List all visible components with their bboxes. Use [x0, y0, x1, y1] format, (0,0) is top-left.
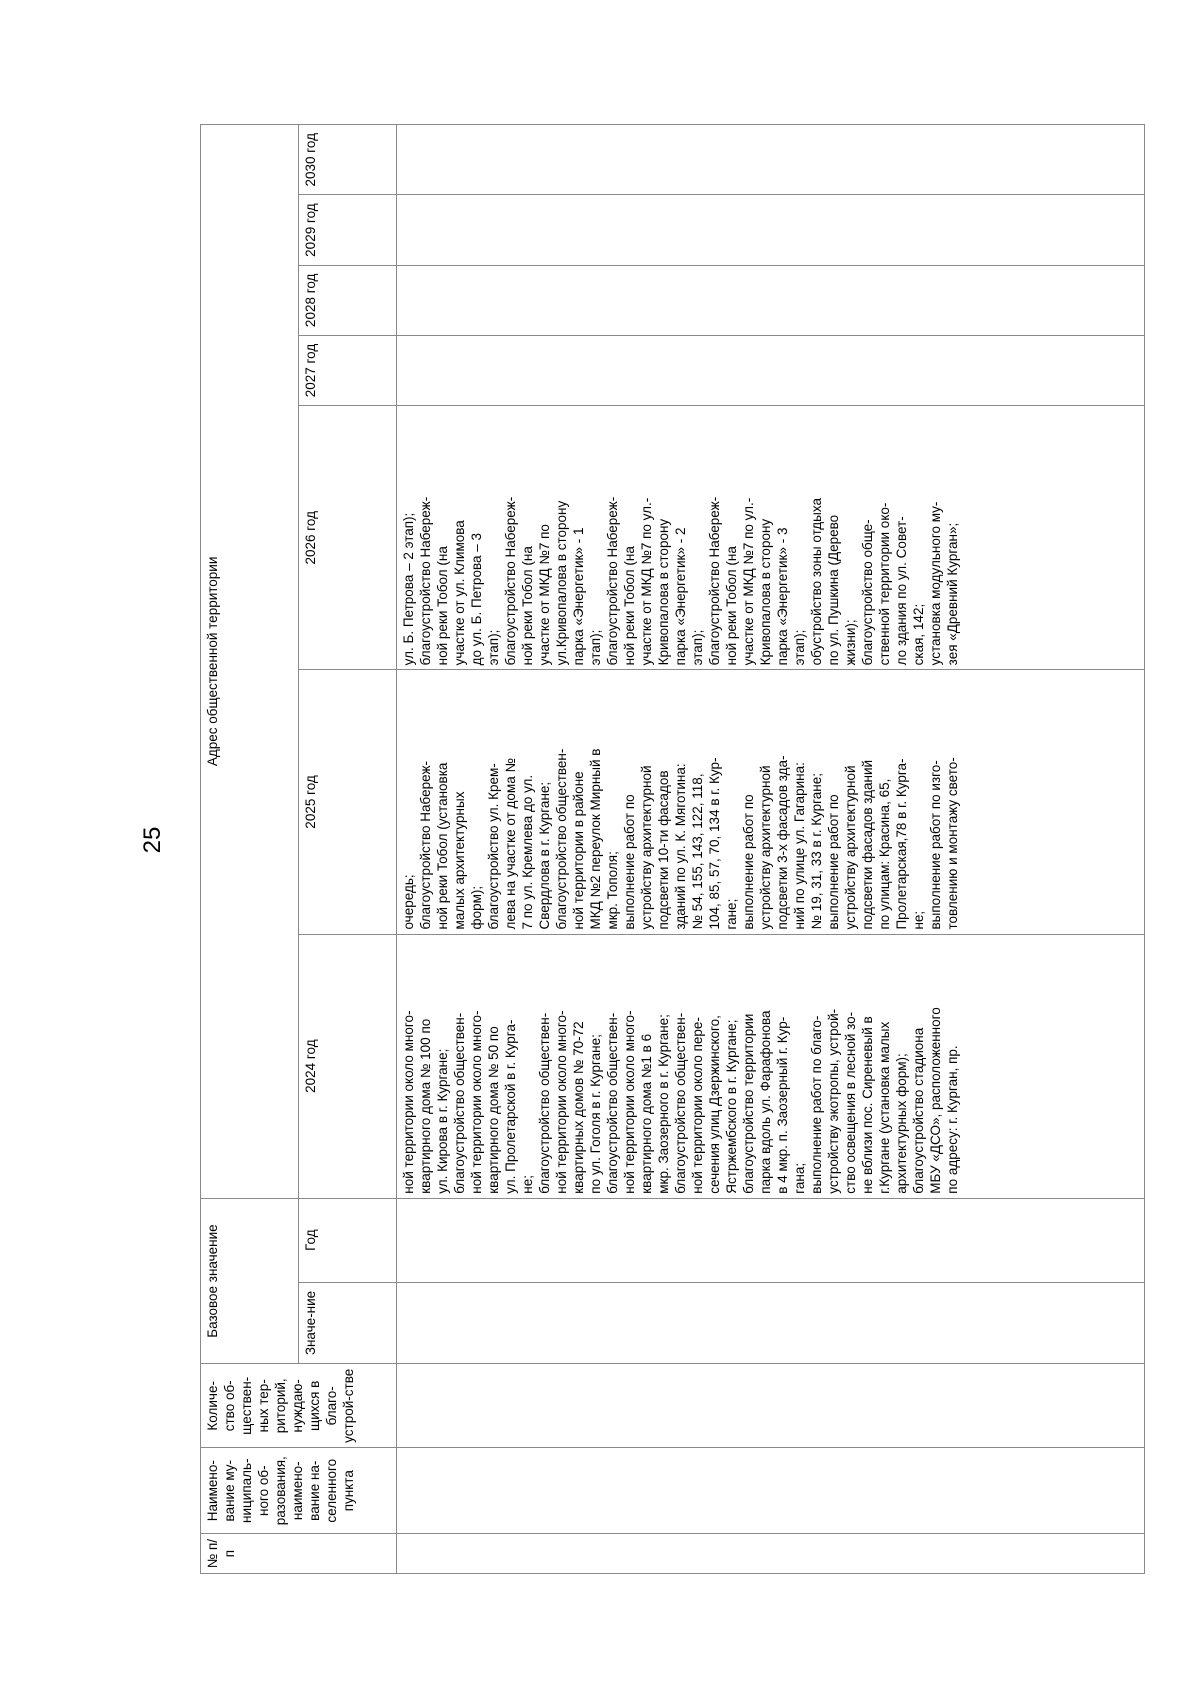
cell-territory-count	[397, 1364, 1145, 1448]
cell-text-line: выполнение работ по	[826, 794, 842, 930]
cell-text-line: выполнение работ по	[741, 794, 757, 930]
cell-text-line: ственной территории око-	[877, 502, 893, 666]
cell-text-line: этап);	[690, 629, 706, 666]
table-row	[397, 125, 1145, 1574]
cell-text-line: парка вдоль ул. Фарафонова	[758, 1010, 774, 1194]
cell-base-value	[397, 1282, 1145, 1364]
cell-text-line: ной территории около пере-	[690, 1017, 706, 1194]
header-year-2029: 2029 год	[299, 195, 397, 265]
cell-text-line: ская, 142;	[911, 603, 927, 666]
header-year-2026: 2026 год	[299, 406, 397, 670]
cell-text-line: благоустройство Набереж-	[503, 496, 519, 666]
cell-text-line: благоустройство Набереж-	[418, 496, 434, 666]
cell-text-line: парка «Энергетик» - 1	[571, 527, 587, 666]
cell-text-line: участке от МКД №7 по	[537, 524, 553, 666]
cell-text-line: ул. Б. Петрова – 2 этап);	[401, 512, 417, 666]
cell-text-line: зея «Древний Курган»;	[945, 522, 961, 666]
cell-text-line: выполнение работ по изго-	[928, 760, 944, 930]
cell-text-line: этап);	[588, 629, 604, 666]
cell-text-line: не вблизи пос. Сиреневый в	[860, 1016, 876, 1194]
cell-text-line: устройству архитектурной	[758, 765, 774, 930]
cell-2029	[397, 195, 1145, 265]
header-year-2025: 2025 год	[299, 670, 397, 934]
cell-text-line: ной территории в районе	[571, 771, 587, 930]
cell-text-line: лева на участке от дома №	[503, 758, 519, 930]
cell-text-line: квартирного дома № 50 по	[486, 1026, 502, 1194]
header-year-2024: 2024 год	[299, 934, 397, 1198]
cell-text-line: благоустройство территории	[741, 1013, 757, 1194]
cell-text-line: № 19, 31, 33 в г. Кургане;	[809, 772, 825, 930]
cell-text-line: этап);	[486, 629, 502, 666]
cell-text-line: благоустройство обществен-	[554, 748, 570, 930]
cell-2027	[397, 335, 1145, 405]
header-year-2027: 2027 год	[299, 335, 397, 405]
cell-text-line: зданий по ул. К. Мяготина:	[673, 763, 689, 930]
cell-text-line: сечения улиц Дзержинского,	[707, 1015, 723, 1194]
cell-text-line: выполнение работ по благо-	[809, 1015, 825, 1194]
cell-text-line: в 4 мкр. п. Заозерный г. Кур-	[775, 1016, 791, 1194]
cell-text-line: г.Кургане (установка малых	[877, 1021, 893, 1194]
cell-text-line: Свердлова в г. Кургане;	[537, 781, 553, 930]
cell-text-line: МБУ «ДСО», расположенного	[928, 1007, 944, 1194]
header-municipality-name: Наимено-вание му-ниципаль-ного об-разования, наимено-вание на-селенного пункта	[201, 1448, 397, 1534]
cell-text-line: ул. Пролетарской в г. Курга-	[503, 1019, 519, 1194]
cell-text-line: 7 по ул. Кремлева до ул.	[520, 774, 536, 930]
cell-text-line: Пролетарская,78 в г. Курга-	[894, 758, 910, 930]
cell-text-line: ной территории около много-	[469, 1010, 485, 1194]
cell-text-line: ной территории около много-	[622, 1010, 638, 1194]
cell-text-line: № 54, 155, 143, 122, 118,	[690, 773, 706, 930]
header-year-2028: 2028 год	[299, 265, 397, 335]
cell-text-line: устройству архитектурной	[843, 765, 859, 930]
cell-text-line: малых архитектурных	[452, 791, 468, 930]
cell-text-line: благоустройство Набереж-	[707, 496, 723, 666]
cell-text-line: этап);	[792, 629, 808, 666]
cell-2026-text	[397, 406, 1145, 670]
cell-text-line: Кривопалова в сторону	[758, 518, 774, 666]
cell-text-line: МКД №2 переулок Мирный в	[588, 748, 604, 930]
cell-text-line: подсветки фасадов зданий	[860, 759, 876, 930]
cell-text-line: по адресу: г. Курган, пр.	[945, 1045, 961, 1194]
cell-text-line: участке от ул. Климова	[452, 520, 468, 666]
cell-2030	[397, 125, 1145, 195]
cell-text-line: по улицам: Красина, 65,	[877, 778, 893, 930]
cell-text-line: ной реки Тобол (на	[724, 546, 740, 666]
cell-text-line: благоустройство обществен-	[452, 1012, 468, 1194]
cell-2028	[397, 265, 1145, 335]
cell-text-line: по ул. Гоголя в г. Кургане;	[588, 1034, 604, 1194]
cell-text-line: подсветки 10-ти фасадов	[656, 770, 672, 930]
cell-text-line: благоустройство ул. Крем-	[486, 763, 502, 930]
header-territory-count: Количе-ство об-ществен-ных тер-риторий, нуждаю-щихся в благо-устрой-стве	[201, 1364, 397, 1448]
cell-text-line: благоустройство обществен-	[605, 1012, 621, 1194]
cell-text-line: устройству экотропы, устрой-	[826, 1008, 842, 1194]
cell-text-line: благоустройство Набереж-	[605, 496, 621, 666]
cell-text-line: ул. Кирова в г. Кургане;	[435, 1048, 451, 1194]
cell-text-line: ло здания по ул. Совет-	[894, 516, 910, 666]
cell-text-line: подсветки 3-х фасадов зда-	[775, 755, 791, 930]
cell-text-line: ной реки Тобол (на	[622, 546, 638, 666]
cell-text-line: гане;	[724, 898, 740, 930]
header-base-value-year: Год	[299, 1198, 397, 1282]
cell-text-line: квартирного дома № 100 по	[418, 1018, 434, 1194]
cell-text-line: по ул. Пушкина (Дерево	[826, 514, 842, 666]
cell-num	[397, 1534, 1145, 1574]
cell-text-line: не;	[520, 1175, 536, 1194]
cell-text-line: очередь;	[401, 874, 417, 930]
public-territories-table	[200, 124, 1145, 1574]
cell-municipality-name	[397, 1448, 1145, 1534]
cell-text-line: не;	[911, 910, 927, 930]
cell-text-line: участке от МКД №7 по ул.-	[639, 497, 655, 666]
cell-text-line: товлению и монтажу свето-	[945, 757, 961, 930]
cell-text-line: благоустройство обществен-	[537, 1012, 553, 1194]
header-base-value: Базовое значение	[201, 1198, 299, 1364]
cell-text-line: Ястржембского в г. Кургане;	[724, 1019, 740, 1194]
cell-text-line: мкр. Заозерного в г. Кургане;	[656, 1014, 672, 1194]
cell-text-line: ной территории около много-	[401, 1010, 417, 1194]
cell-text-line: гана;	[792, 1162, 808, 1194]
cell-text-line: устройству архитектурной	[639, 765, 655, 930]
cell-2025-text	[397, 670, 1145, 934]
header-base-value-value: Значе-ние	[299, 1282, 397, 1364]
header-num: № п/п	[201, 1534, 397, 1574]
header-address: Адрес общественной территории	[201, 125, 299, 1199]
cell-text-line: парка «Энергетик» - 3	[775, 527, 791, 666]
cell-text-line: парка «Энергетик» - 2	[673, 527, 689, 666]
cell-text-line: ул.Кривопалова в сторону	[554, 500, 570, 666]
cell-text-line: ной реки Тобол (установка	[435, 762, 451, 930]
cell-text-line: благоустройство обществен-	[673, 1012, 689, 1194]
cell-text-line: ной реки Тобол (на	[520, 546, 536, 666]
cell-text-line: обустройство зоны отдыха	[809, 498, 825, 666]
cell-text-line: благоустройство стадиона	[911, 1027, 927, 1194]
rotated-table-container	[200, 124, 1145, 1574]
cell-2024-text	[397, 934, 1145, 1198]
cell-text-line: выполнение работ по	[622, 794, 638, 930]
cell-text-line: квартирных домов № 70-72	[571, 1021, 587, 1194]
cell-text-line: Кривопалова в сторону	[656, 518, 672, 666]
cell-text-line: 104, 85, 57, 70, 134 в г. Кур-	[707, 757, 723, 930]
cell-base-year	[397, 1198, 1145, 1282]
cell-text-line: ной территории около много-	[554, 1010, 570, 1194]
cell-text-line: квартирного дома №1 в 6	[639, 1033, 655, 1194]
cell-text-line: ство освещения в лесной зо-	[843, 1011, 859, 1194]
cell-text-line: установка модульного му-	[928, 501, 944, 666]
cell-text-line: ной реки Тобол (на	[435, 546, 451, 666]
cell-text-line: форм);	[469, 885, 485, 930]
cell-text-line: жизни);	[843, 619, 859, 666]
cell-text-line: ний по улице ул. Гагарина:	[792, 762, 808, 930]
header-year-2030: 2030 год	[299, 125, 397, 195]
page-number: 25	[139, 826, 166, 854]
cell-text-line: архитектурных форм);	[894, 1053, 910, 1194]
cell-text-line: до ул. Б. Петрова – 3	[469, 533, 485, 666]
cell-text-line: благоустройство Набереж-	[418, 760, 434, 930]
cell-text-line: участке от МКД №7 по ул.-	[741, 497, 757, 666]
cell-text-line: благоустройство обще-	[860, 519, 876, 666]
cell-text-line: мкр. Тополя;	[605, 851, 621, 930]
